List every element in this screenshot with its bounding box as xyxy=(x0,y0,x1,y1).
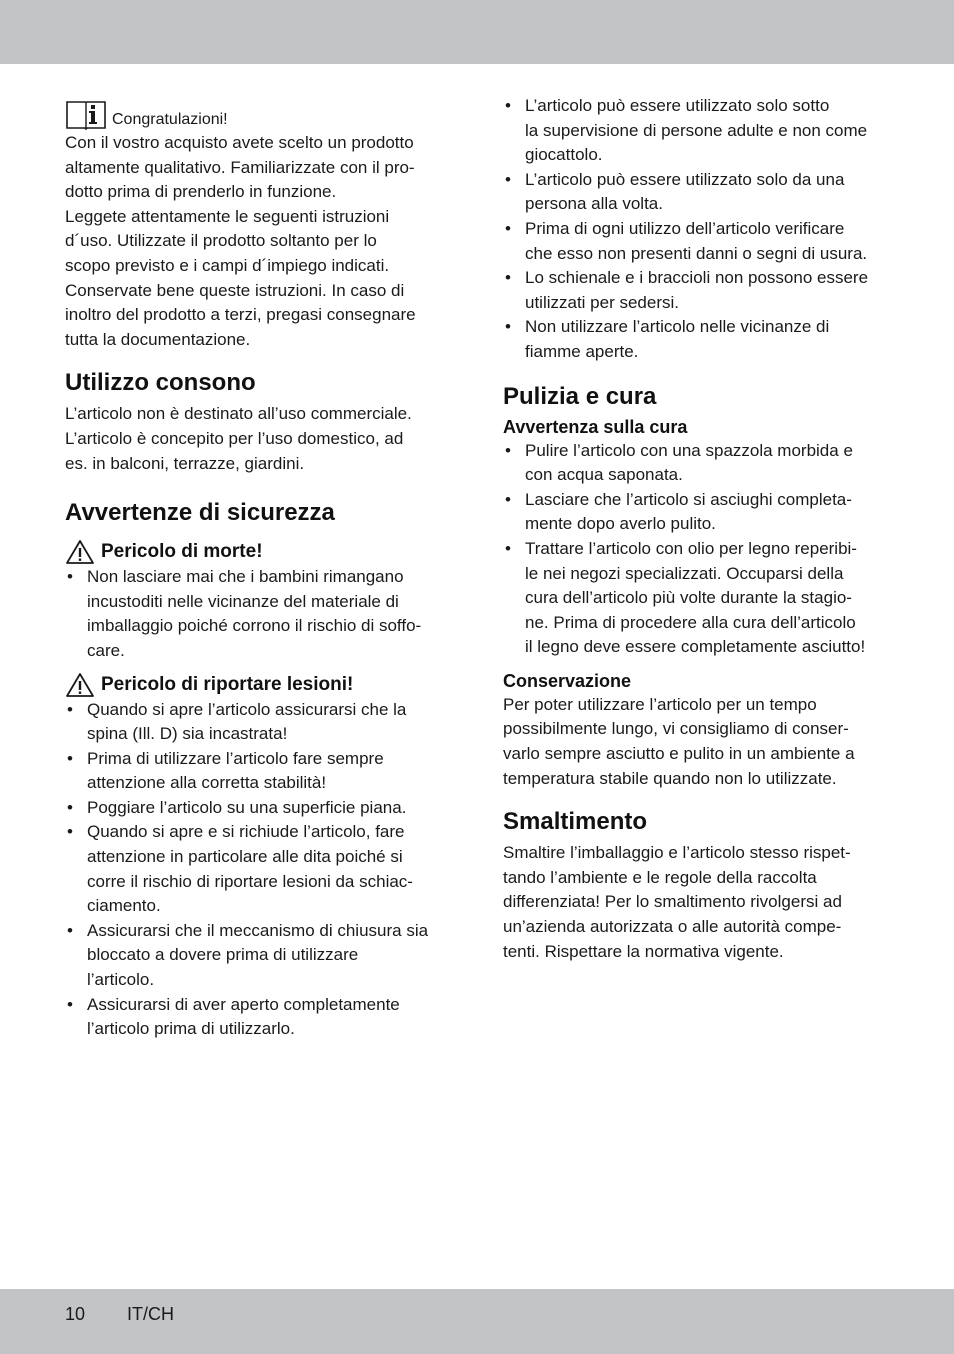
list-item xyxy=(65,796,455,821)
list-item xyxy=(503,439,898,488)
intro-text xyxy=(65,131,455,352)
care-subtitle: Avvertenza sulla cura xyxy=(503,416,688,437)
list-item xyxy=(65,698,455,747)
text-line: Con il vostro acquisto avete scelto un prodotto xyxy=(65,133,414,152)
text-line: inoltro del prodotto a terzi, pregasi consegnare xyxy=(65,305,416,325)
text-line: tenti. Rispettare la normativa vigente. xyxy=(503,941,784,961)
list-item-line: • Pulire l’articolo con una spazzola morbida e xyxy=(525,440,853,460)
list-item-line: le nei negozi specializzati. Occuparsi della xyxy=(525,563,844,583)
list-item-line: l’articolo. xyxy=(87,970,155,990)
text-line: Smaltire l’imballaggio e l’articolo stesso rispet- xyxy=(503,843,851,863)
list-item-line: • Quando si apre l’articolo assicurarsi che la xyxy=(87,699,407,719)
text-line: L’articolo è concepito per l’uso domestico, ad xyxy=(65,428,404,448)
list-item-line: • Non utilizzare l’articolo nelle vicinanze di xyxy=(525,317,830,337)
list-item-line: attenzione in particolare alle dita poiché si xyxy=(87,847,403,867)
list-item xyxy=(65,820,455,918)
list-item xyxy=(65,565,455,663)
list-item-line: incustoditi nelle vicinanze del materiale di xyxy=(87,591,399,611)
list-item-line: • Lo schienale e i braccioli non possono essere xyxy=(525,268,869,288)
text-line: d´uso. Utilizzate il prodotto soltanto per lo xyxy=(65,231,377,251)
list-item-line: il legno deve essere completamente asciutto! xyxy=(525,637,866,657)
list-item-line: • Non lasciare mai che i bambini rimangano xyxy=(87,567,404,587)
list-item-line: giocattolo. xyxy=(525,145,603,165)
list-item-line: • Trattare l’articolo con olio per legno reperibi- xyxy=(525,538,857,558)
info-book-icon xyxy=(65,97,107,131)
list-item-line: ne. Prima di procedere alla cura dell’articolo xyxy=(525,612,856,632)
list-item-line: che esso non presenti danni o segni di usura. xyxy=(525,243,868,263)
text-line: un’azienda autorizzata o alle autorità compe- xyxy=(503,917,842,937)
list-item-line: • Prima di ogni utilizzo dell’articolo verificare xyxy=(525,218,845,238)
text-line: Leggete attentamente le seguenti istruzioni xyxy=(65,206,390,226)
death-warning-heading xyxy=(65,539,455,565)
list-item-line: • L’articolo può essere utilizzato solo da una xyxy=(525,169,845,189)
list-item-line: care. xyxy=(87,640,125,660)
disposal-title: Smaltimento xyxy=(503,808,648,836)
list-item xyxy=(503,537,898,660)
use-text xyxy=(65,402,455,476)
list-item xyxy=(503,168,898,217)
list-item-line: attenzione alla corretta stabilità! xyxy=(87,773,327,793)
warning-triangle-icon xyxy=(65,539,95,565)
list-item xyxy=(65,747,455,796)
disposal-text xyxy=(503,841,898,964)
list-item-line: corre il rischio di riportare lesioni da schiac- xyxy=(87,871,413,891)
list-item xyxy=(503,315,898,364)
list-item-line: mente dopo averlo pulito. xyxy=(525,514,716,534)
intro-heading: Congratulazioni! xyxy=(112,111,228,128)
list-item xyxy=(503,94,898,168)
page-number: 10 xyxy=(65,1304,86,1324)
injury-warning-heading xyxy=(65,672,455,698)
list-item-line: l’articolo prima di utilizzarlo. xyxy=(87,1019,295,1039)
warning-triangle-icon xyxy=(65,672,95,698)
header-band xyxy=(0,0,954,64)
text-line: L’articolo non è destinato all’uso commerciale. xyxy=(65,404,412,424)
right-column xyxy=(503,94,898,964)
list-item xyxy=(503,488,898,537)
list-item-line: • Quando si apre e si richiude l’articolo, fare xyxy=(87,822,405,842)
footer xyxy=(65,1301,174,1327)
text-line: Conservate bene queste istruzioni. In caso di xyxy=(65,280,405,300)
storage-subtitle: Conservazione xyxy=(503,670,632,691)
list-item-line: cura dell’articolo più volte durante la stagio- xyxy=(525,588,852,608)
list-item xyxy=(503,217,898,266)
list-item xyxy=(503,266,898,315)
text-line: Per poter utilizzare l’articolo per un tempo xyxy=(503,694,817,714)
death-list xyxy=(65,565,455,663)
safety-more-list xyxy=(503,94,898,365)
list-item-line: • Assicurarsi di aver aperto completamente xyxy=(87,994,400,1014)
text-line: possibilmente lungo, vi consigliamo di conser- xyxy=(503,719,849,739)
list-item-line: • Poggiare l’articolo su una superficie piana. xyxy=(87,797,407,817)
text-line: scopo previsto e i campi d´impiego indicati. xyxy=(65,255,390,275)
list-item-line: • Assicurarsi che il meccanismo di chiusura sia xyxy=(87,920,429,940)
list-item xyxy=(65,919,455,993)
text-line: temperatura stabile quando non lo utilizzate. xyxy=(503,768,837,788)
list-item-line: con acqua saponata. xyxy=(525,465,683,485)
storage-text xyxy=(503,693,898,791)
list-item xyxy=(65,993,455,1042)
death-warning-label: Pericolo di morte! xyxy=(101,541,263,563)
care-list xyxy=(503,439,898,660)
list-item-line: la supervisione di persone adulte e non come xyxy=(525,120,868,140)
list-item-line: • Lasciare che l’articolo si asciughi completa- xyxy=(525,489,852,509)
text-line: differenziata! Per lo smaltimento rivolgersi ad xyxy=(503,892,842,912)
list-item-line: fiamme aperte. xyxy=(525,341,639,361)
list-item-line: spina (Ill. D) sia incastrata! xyxy=(87,724,288,744)
use-title: Utilizzo consono xyxy=(65,369,256,397)
text-line: tutta la documentazione. xyxy=(65,329,251,349)
list-item-line: bloccato a dovere prima di utilizzare xyxy=(87,945,359,965)
list-item-line: • Prima di utilizzare l’articolo fare sempre xyxy=(87,748,384,768)
text-line: altamente qualitativo. Familiarizzate con il pro- xyxy=(65,157,415,177)
list-item-line: imballaggio poiché corrono il rischio di soffo- xyxy=(87,616,422,636)
left-column xyxy=(65,94,455,1042)
care-title: Pulizia e cura xyxy=(503,382,657,410)
text-line: tando l’ambiente e le regole della raccolta xyxy=(503,867,817,887)
text-line: varlo sempre asciutto e pulito in un ambiente a xyxy=(503,744,855,764)
list-item-line: persona alla volta. xyxy=(525,194,663,214)
language-code: IT/CH xyxy=(127,1304,175,1324)
list-item-line: utilizzati per sedersi. xyxy=(525,292,680,312)
list-item-line: • L’articolo può essere utilizzato solo sotto xyxy=(525,96,830,115)
injury-list xyxy=(65,698,455,1042)
list-item-line: ciamento. xyxy=(87,896,161,916)
intro-heading-row xyxy=(65,94,455,131)
safety-title: Avvertenze di sicurezza xyxy=(65,499,335,527)
injury-warning-label: Pericolo di riportare lesioni! xyxy=(101,673,354,695)
text-line: dotto prima di prenderlo in funzione. xyxy=(65,182,337,202)
text-line: es. in balconi, terrazze, giardini. xyxy=(65,453,305,473)
